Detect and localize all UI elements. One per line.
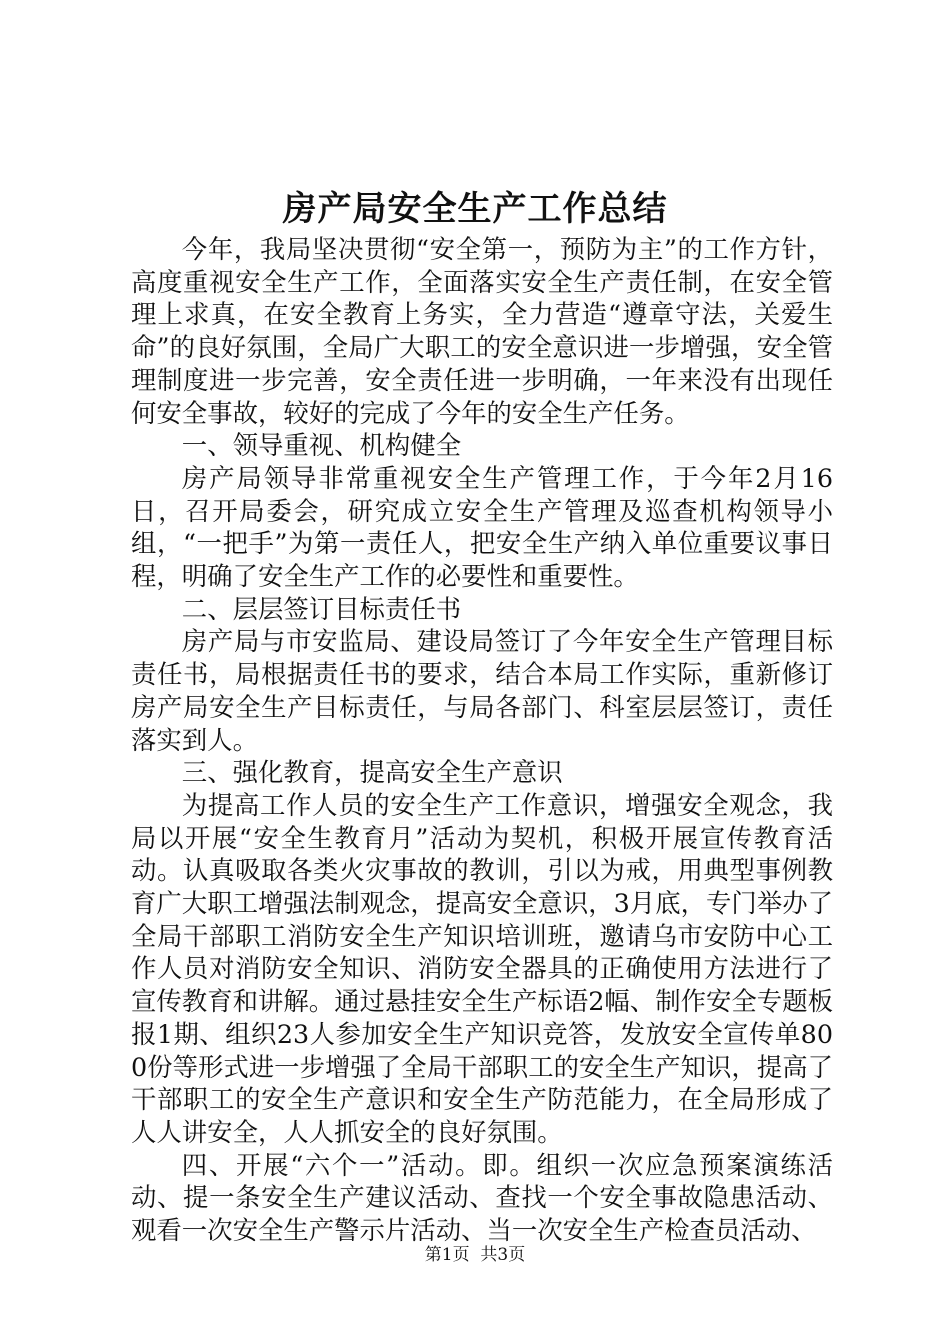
document-title: 房产局安全生产工作总结 [282,189,668,229]
section-heading-1: 一、领导重视、机构健全 [181,430,462,461]
section-3-paragraph: 为提高工作人员的安全生产工作意识，增强安全观念，我局以开展“安全生教育月”活动为契机，积极开展宣传教育活动。认真吸取各类火灾事故的教训，引以为戒，用典型事例教育广大职工增强法制观念，提高安全意识，3月底，专门举办了全局干部职工消防安全生产知识培训班，邀请乌市安防中心工作人员对消防安全知识、消防安全器具的正确使用方法进行了宣传教育和讲解。通过悬挂安全生产标语2幅、制作安全专题板报1期、组织23人参加安全生产知识竞答，发放安全宣传单800份等形式进一步增强了全局干部职工的安全生产知识，提高了干部职工的安全生产意识和安全生产防范能力，在全局形成了人人讲安全，人人抓安全的良好氛围。 [131,789,833,1147]
page-footer [0,1243,950,1267]
section-heading-3: 三、强化教育，提高安全生产意识 [181,757,563,788]
document-body [131,233,833,1247]
intro-paragraph: 今年，我局坚决贯彻“安全第一，预防为主”的工作方针，高度重视安全生产工作，全面落实安全生产责任制，在安全管理上求真，在安全教育上务实，全力营造“遵章守法，关爱生命”的良好氛围，全局广大职工的安全意识进一步增强，安全管理制度进一步完善，安全责任进一步明确，一年来没有出现任何安全事故，较好的完成了今年的安全生产任务。 [131,234,833,428]
section-1-paragraph: 房产局领导非常重视安全生产管理工作，于今年2月16日，召开局委会，研究成立安全生产管理及巡查机构领导小组，“一把手”为第一责任人，把安全生产纳入单位重要议事日程，明确了安全生产工作的必要性和重要性。 [131,462,833,592]
section-2-paragraph: 房产局与市安监局、建设局签订了今年安全生产管理目标责任书，局根据责任书的要求，结合本局工作实际，重新修订房产局安全生产目标责任，与局各部门、科室层层签订，责任落实到人。 [131,626,833,755]
page-total: 共3页 [480,1245,526,1265]
page-number: 第1页 [424,1245,470,1265]
section-heading-2: 二、层层签订目标责任书 [181,593,462,624]
section-4-paragraph: 四、开展“六个一”活动。即。组织一次应急预案演练活动、提一条安全生产建议活动、查找一个安全事故隐患活动、观看一次安全生产警示片活动、当一次安全生产检查员活动、 [131,1149,833,1246]
footer-spacer [470,1245,481,1265]
